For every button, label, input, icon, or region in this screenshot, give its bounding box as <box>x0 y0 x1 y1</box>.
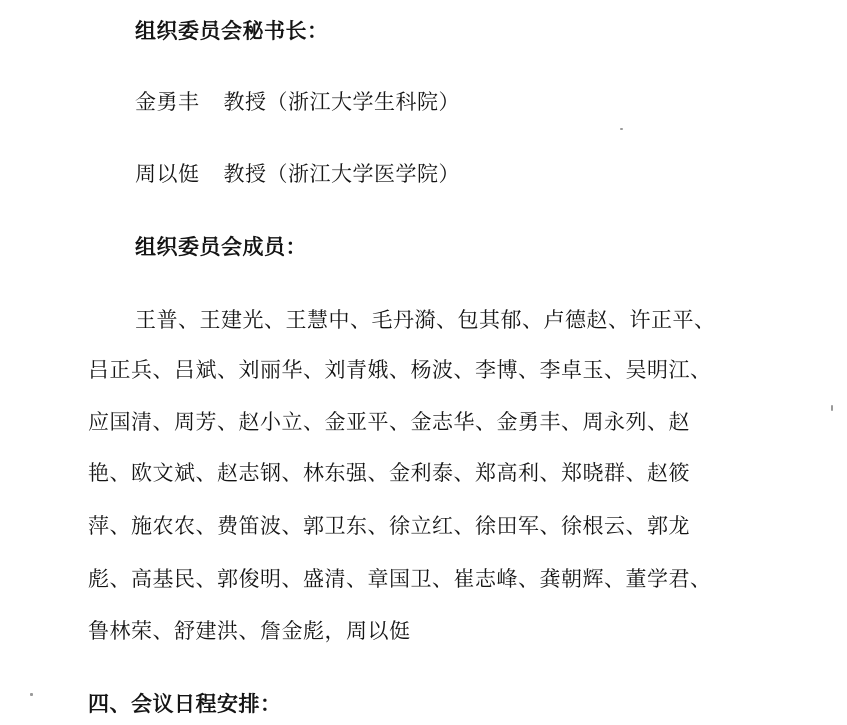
secretary-general-heading: 组织委员会秘书长： <box>135 19 329 43</box>
committee-members-line: 吕正兵、吕斌、刘丽华、刘青娥、杨波、李博、李卓玉、吴明江、 <box>88 358 712 382</box>
secretary-detail: 教授（浙江大学医学院） <box>223 162 460 186</box>
committee-members-line: 应国清、周芳、赵小立、金亚平、金志华、金勇丰、周永列、赵 <box>88 410 690 434</box>
secretary-name: 周以侹 <box>135 162 200 186</box>
committee-members-heading: 组织委员会成员： <box>135 235 307 259</box>
committee-members-line: 王普、王建光、王慧中、毛丹漪、包其郁、卢德赵、许正平、 <box>135 308 716 332</box>
committee-members-line: 彪、高基民、郭俊明、盛清、章国卫、崔志峰、龚朝辉、董学君、 <box>88 567 712 591</box>
section-four-heading: 四、会议日程安排： <box>88 692 282 716</box>
scan-speck <box>620 128 623 130</box>
secretary-entry <box>135 160 460 188</box>
committee-members-line: 鲁林荣、舒建洪、詹金彪，周以侹 <box>88 619 411 643</box>
secretary-name: 金勇丰 <box>135 90 200 114</box>
scan-speck <box>831 405 833 411</box>
committee-members-line: 萍、施农农、费笛波、郭卫东、徐立红、徐田军、徐根云、郭龙 <box>88 514 690 538</box>
scan-speck <box>30 693 33 696</box>
secretary-detail: 教授（浙江大学生科院） <box>223 90 460 114</box>
committee-members-line: 艳、欧文斌、赵志钢、林东强、金利泰、郑高利、郑晓群、赵筱 <box>88 461 690 485</box>
secretary-entry <box>135 88 460 116</box>
